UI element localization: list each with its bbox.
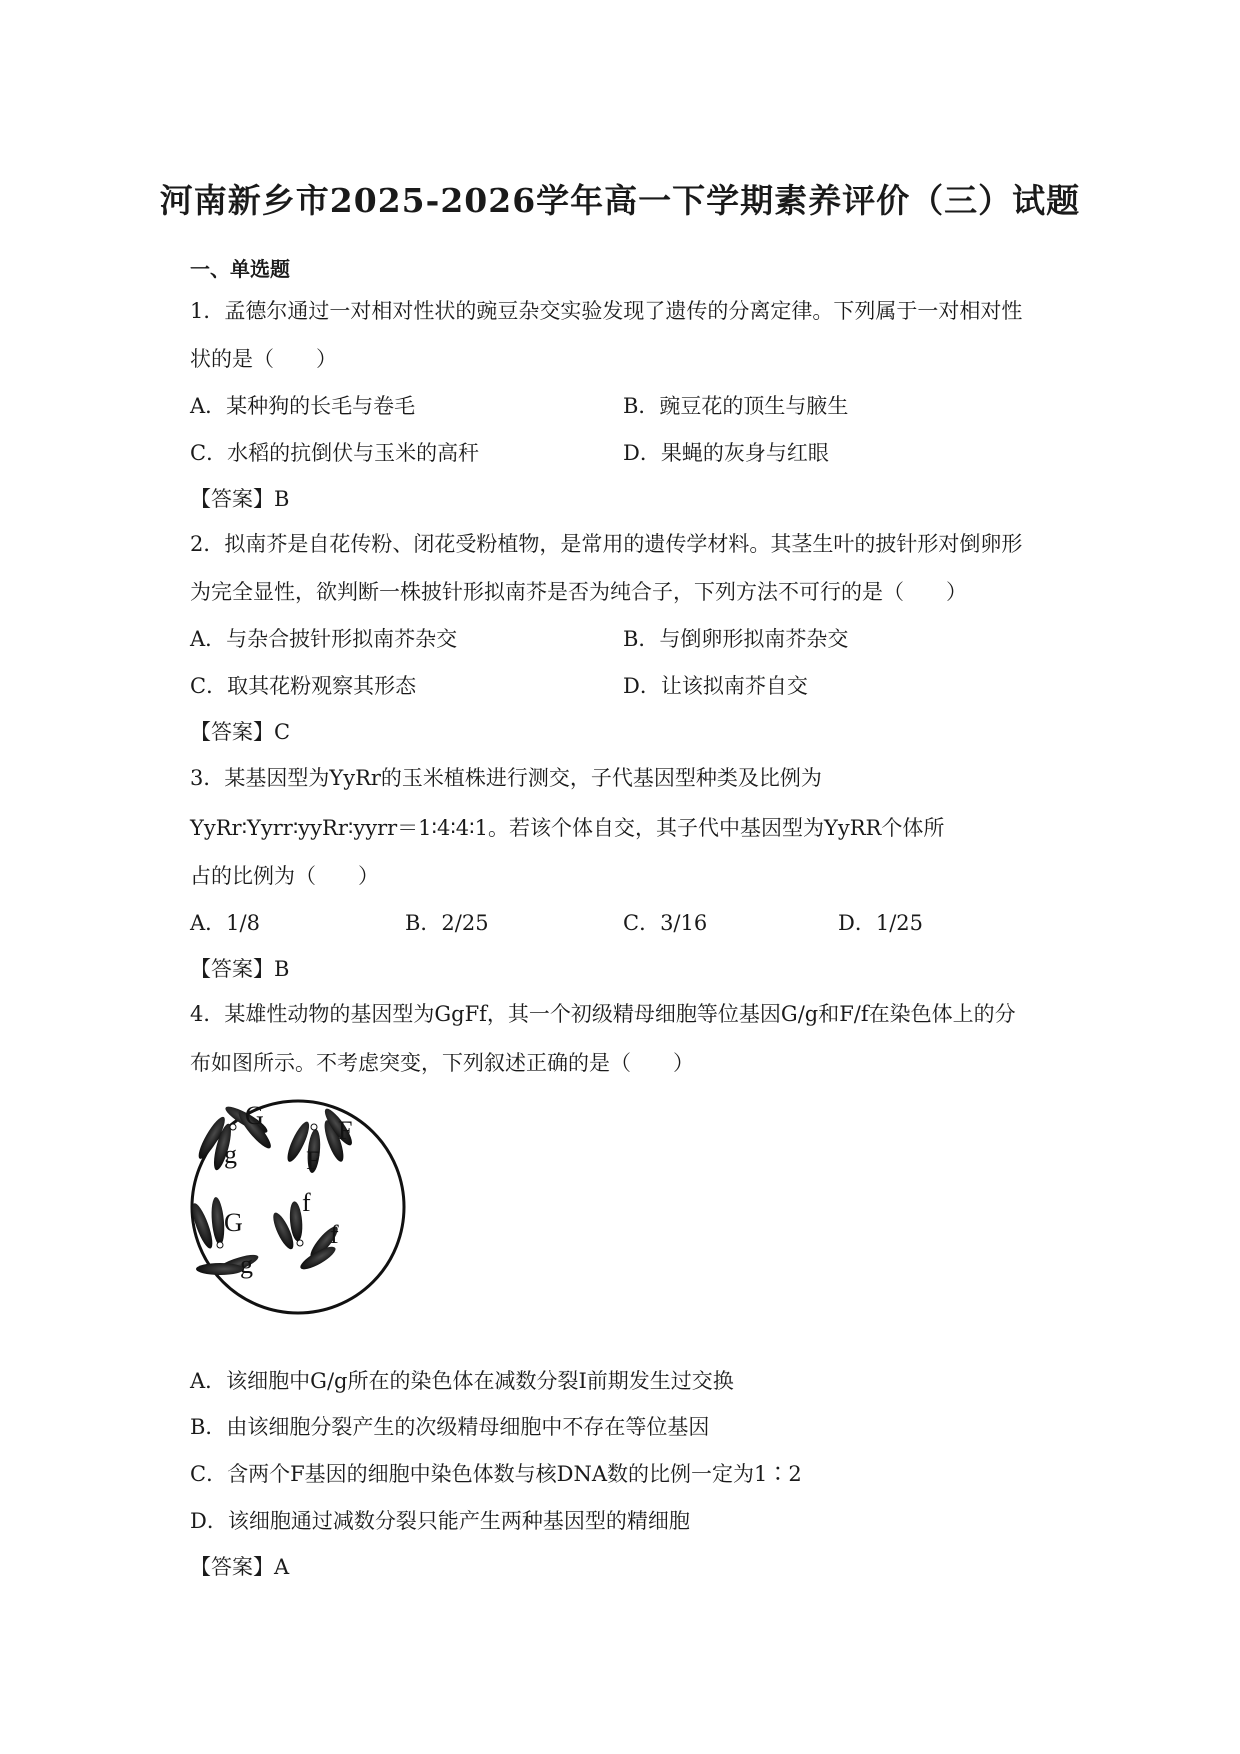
q3-stem-line-3: 占的比例为（ ） [190,864,379,888]
q2-option-b: B．与倒卵形拟南芥杂交 [623,627,849,651]
q4-option-b: B．由该细胞分裂产生的次级精母细胞中不存在等位基因 [190,1415,710,1439]
gene-label-g-top: g [224,1140,237,1169]
section-heading: 一、单选题 [190,257,290,281]
q3-option-c: C．3/16 [623,911,708,935]
q1-stem-line-1: 1．孟德尔通过一对相对性状的豌豆杂交实验发现了遗传的分离定律。下列属于一对相对性 [190,299,1023,323]
q4-option-c: C．含两个F基因的细胞中染色体数与核DNA数的比例一定为1∶2 [190,1462,802,1486]
q4-stem-line-2: 布如图所示。不考虑突变，下列叙述正确的是（ ） [190,1051,694,1075]
q2-stem-line-1: 2．拟南芥是自花传粉、闭花受粉植物，是常用的遗传学材料。其茎生叶的披针形对倒卵形 [190,532,1023,556]
q1-option-c: C．水稻的抗倒伏与玉米的高秆 [190,441,480,465]
q2-stem-line-2: 为完全显性，欲判断一株披针形拟南芥是否为纯合子，下列方法不可行的是（ ） [190,580,967,604]
q3-option-b: B．2/25 [405,911,489,935]
q3-option-d: D．1/25 [838,911,923,935]
q2-answer: 【答案】C [190,720,291,744]
q2-option-d: D．让该拟南芥自交 [623,674,808,698]
cell-diagram [188,1097,408,1317]
document-title: 河南新乡市2025-2026学年高一下学期素养评价（三）试题 [159,181,1081,220]
q4-stem-line-1: 4．某雄性动物的基因型为GgFf，其一个初级精母细胞等位基因G/g和F/f在染色体上的分 [190,1002,1016,1026]
q2-option-a: A．与杂合披针形拟南芥杂交 [190,627,458,651]
gene-label-F-right: F [338,1116,353,1145]
q4-option-a: A．该细胞中G/g所在的染色体在减数分裂Ⅰ前期发生过交换 [190,1369,734,1393]
q3-option-a: A．1/8 [190,911,260,935]
q3-answer: 【答案】B [190,957,290,981]
gene-label-F-bottom: F [306,1146,321,1175]
q1-option-b: B．豌豆花的顶生与腋生 [623,394,849,418]
gene-label-G-top: G [245,1101,264,1130]
q1-option-a: A．某种狗的长毛与卷毛 [190,394,416,418]
gene-label-G-bottom: G [224,1208,243,1237]
q1-answer: 【答案】B [190,487,290,511]
gene-label-f-right: f [330,1220,339,1249]
q3-stem-line-2: YyRr∶Yyrr∶yyRr∶yyrr＝1∶4∶4∶1。若该个体自交，其子代中基因型为YyRR个体所 [190,816,945,840]
q4-answer: 【答案】A [190,1555,290,1579]
q4-option-d: D．该细胞通过减数分裂只能产生两种基因型的精细胞 [190,1509,690,1533]
gene-label-g-bottom: g [240,1250,253,1279]
q2-option-c: C．取其花粉观察其形态 [190,674,417,698]
q1-option-d: D．果蝇的灰身与红眼 [623,441,829,465]
gene-label-f-top: f [302,1188,311,1217]
q1-stem-line-2: 状的是（ ） [190,347,337,371]
q3-stem-line-1: 3．某基因型为YyRr的玉米植株进行测交，子代基因型种类及比例为 [190,766,822,790]
